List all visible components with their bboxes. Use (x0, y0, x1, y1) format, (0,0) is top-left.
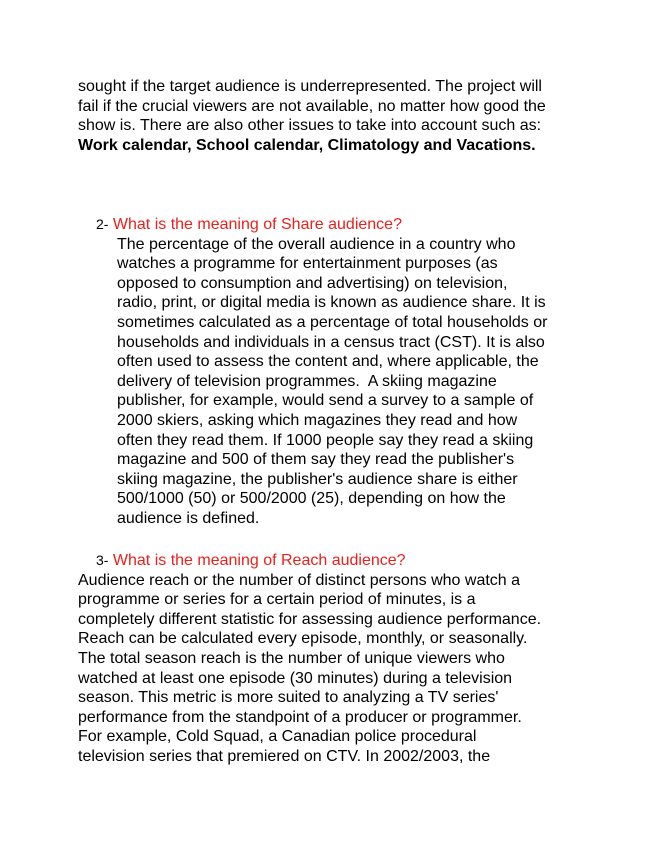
answer-line: The total season reach is the number of unique viewers who (78, 649, 505, 667)
question-2-heading (96, 215, 402, 235)
answer-line: television series that premiered on CTV. In 2002/2003, the (78, 747, 491, 765)
answer-line: households and individuals in a census tract (CST). It is also (117, 333, 545, 351)
question-2-title: What is the meaning of Share audience? (112, 216, 402, 233)
answer-line: 2000 skiers, asking which magazines they read and how (117, 411, 518, 429)
intro-line: fail if the crucial viewers are not available, no matter how good the (78, 97, 546, 115)
intro-bold-line: Work calendar, School calendar, Climatology and Vacations. (78, 136, 536, 154)
answer-line: season. This metric is more suited to analyzing a TV series' (78, 689, 499, 707)
question-3-answer (78, 571, 541, 767)
answer-line: radio, print, or digital media is known as audience share. It is (117, 294, 546, 312)
intro-line: show is. There are also other issues to take into account such as: (78, 117, 542, 135)
intro-line: sought if the target audience is underrepresented. The project will (78, 78, 542, 95)
question-3-title: What is the meaning of Reach audience? (112, 552, 406, 569)
question-3-number: 3- (96, 552, 109, 568)
answer-line: opposed to consumption and advertising) on television, (117, 274, 508, 292)
answer-line: often used to assess the content and, where applicable, the (117, 353, 539, 371)
answer-line: performance from the standpoint of a producer or programmer. (78, 708, 522, 726)
answer-line: sometimes calculated as a percentage of total households or (117, 313, 548, 331)
answer-line: magazine and 500 of them say they read the publisher's (117, 451, 515, 469)
answer-line: publisher, for example, would send a survey to a sample of (117, 392, 534, 410)
answer-line: skiing magazine, the publisher's audience share is either (117, 470, 518, 488)
answer-line: delivery of television programmes. A skiing magazine (117, 372, 497, 390)
question-2-number: 2- (96, 216, 109, 232)
answer-line: audience is defined. (117, 509, 260, 527)
question-2-answer (117, 235, 547, 529)
answer-line: Reach can be calculated every episode, monthly, or seasonally. (78, 630, 528, 648)
answer-line: watched at least one episode (30 minutes) during a television (78, 669, 513, 687)
answer-line: For example, Cold Squad, a Canadian police procedural (78, 728, 477, 746)
question-3-heading (96, 551, 406, 571)
answer-line: 500/1000 (50) or 500/2000 (25), depending on how the (117, 490, 506, 508)
intro-paragraph (78, 77, 546, 155)
answer-line: watches a programme for entertainment purposes (as (117, 255, 498, 273)
answer-line: often they read them. If 1000 people say they read a skiing (117, 431, 534, 449)
answer-line: completely different statistic for assessing audience performance. (78, 610, 542, 628)
answer-line: Audience reach or the number of distinct persons who watch a (78, 571, 521, 589)
answer-line: The percentage of the overall audience in a country who (117, 235, 516, 253)
answer-line: programme or series for a certain period of minutes, is a (78, 591, 476, 609)
